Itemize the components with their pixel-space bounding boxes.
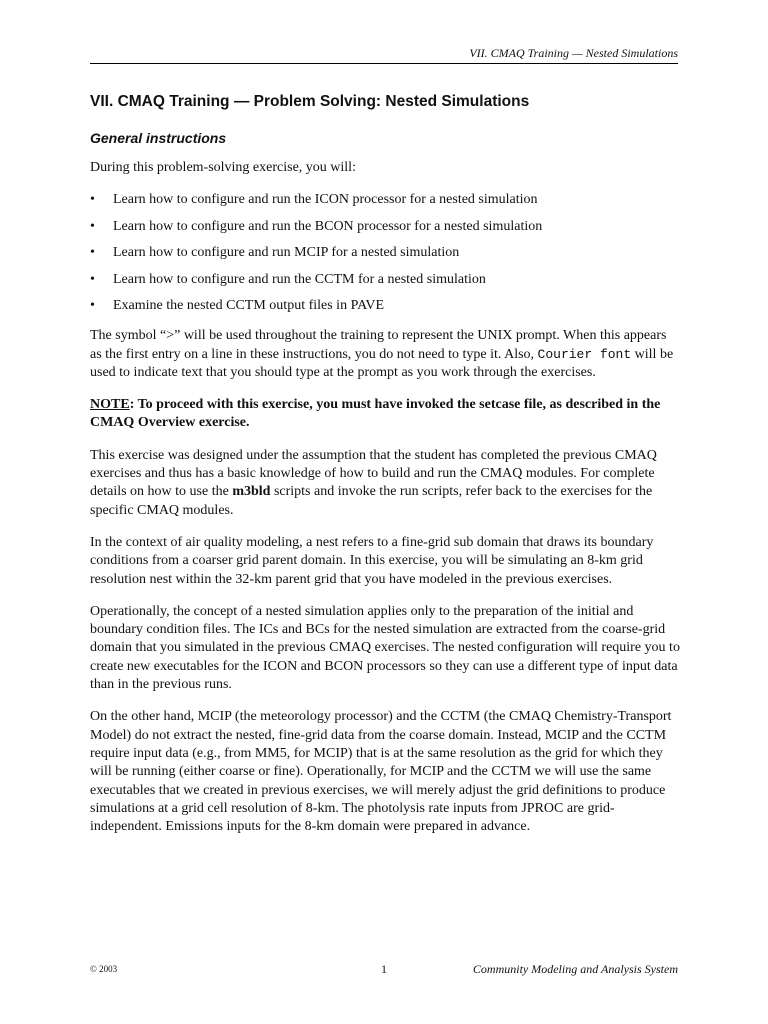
intro-paragraph: During this problem-solving exercise, you will: (90, 160, 356, 175)
list-item-text: Learn how to configure and run the BCON processor for a nested simulation (113, 218, 543, 234)
section-heading: General instructions (90, 130, 227, 146)
m3bld-term: m3bld (232, 484, 271, 500)
list-item-text: Learn how to configure and run MCIP for a nested simulation (113, 245, 460, 261)
bullet-icon: • (90, 245, 95, 261)
mcip-cctm-paragraph: On the other hand, MCIP (the meteorology processor) and the CCTM (the CMAQ Chemistry-Transport Model) do not extract the nested, fine-grid data from the coarse domain. Instead, MCIP and the CCTM require input data (e.g., from MM5, for MCIP) that is at the same resolution as the grid for which they will be running (either coarse or fine). Operationally, for MCIP and the CCTM we will use the same executables that we created in previous exercises, we will merely adjust the grid definitions to produce simulations at a grid cell resolution of 8-km. The photolysis rate inputs from JPROC are grid-independent. Emissions inputs for the 8-km domain were prepared in advance. (90, 709, 672, 835)
list-item (90, 297, 680, 315)
assumption-text-1: This exercise was designed under the assumption that the student has completed the previous CMAQ exercises and thus has a basic knowledge of how to build and run the CMAQ modules. For complete details on how to use the (90, 447, 657, 500)
note-label: NOTE (90, 397, 130, 413)
bullet-icon: • (90, 218, 95, 234)
symbol-text-1: The symbol “>” will be used throughout the training to represent the UNIX prompt. When this appears as the first entry on a line in these instructions, you do not need to type it. Also, (90, 328, 667, 362)
page-footer (90, 962, 678, 980)
page-content (90, 92, 680, 850)
nest-definition-paragraph: In the context of air quality modeling, a nest refers to a fine-grid sub domain that draws its boundary conditions from a coarser grid parent domain. In this exercise, you will be simulating an 8-km grid resolution nest within the 32-km parent grid that you have modeled in the previous exercises. (90, 534, 654, 587)
symbol-text-2: will be used to indicate text that you should type at the prompt as you work through the exercises. (90, 346, 674, 380)
objectives-list (90, 191, 680, 315)
operational-paragraph: Operationally, the concept of a nested simulation applies only to the preparation of the initial and boundary condition files. The ICs and BCs for the nested simulation are extracted from the coarse-grid domain that you simulated in the previous CMAQ exercises. The nested configuration will require you to create new executables for the ICON and BCON processors so they can use a different type of input data than in the previous runs. (90, 603, 680, 693)
assumption-paragraph (90, 447, 680, 520)
bullet-icon: • (90, 298, 95, 314)
list-item-text: Learn how to configure and run the CCTM for a nested simulation (113, 271, 486, 287)
list-item-text: Examine the nested CCTM output files in PAVE (113, 298, 385, 314)
running-header: VII. CMAQ Training — Nested Simulations (90, 46, 678, 64)
assumption-text-2: scripts and invoke the run scripts, refer back to the exercises for the specific CMAQ modules. (90, 484, 653, 518)
page-number: 1 (381, 962, 387, 976)
bullet-icon: • (90, 192, 95, 208)
list-item (90, 244, 680, 262)
note-text: : To proceed with this exercise, you must have invoked the setcase file, as described in the CMAQ Overview exercise. (90, 397, 661, 431)
list-item (90, 191, 680, 209)
organization-name: Community Modeling and Analysis System (472, 962, 678, 976)
page-title: VII. CMAQ Training — Problem Solving: Nested Simulations (90, 93, 530, 110)
list-item-text: Learn how to configure and run the ICON processor for a nested simulation (113, 192, 538, 208)
note-paragraph (90, 396, 680, 433)
copyright: © 2003 (90, 964, 118, 974)
symbol-paragraph (90, 327, 680, 382)
bullet-icon: • (90, 271, 95, 287)
courier-sample: Courier font (537, 346, 632, 362)
list-item (90, 218, 680, 236)
list-item (90, 271, 680, 289)
